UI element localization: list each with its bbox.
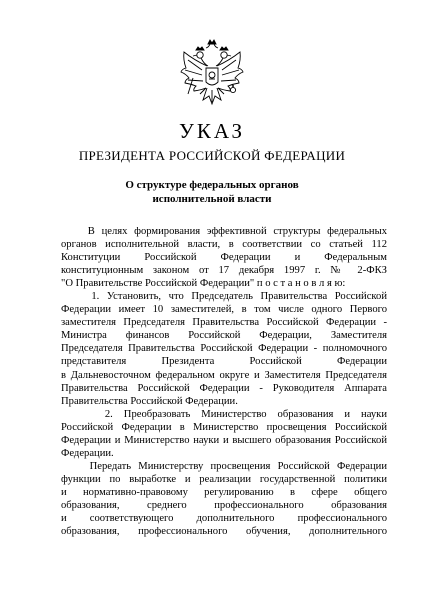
text-line: Министра финансов Российской Федерации, Заместителя [61,330,387,342]
text-line: 1. Установить, что Председатель Правительства Российской [61,291,387,303]
text-line: Федерации имеет 10 заместителей, в том числе одного Первого [61,304,387,316]
heading-line: исполнительной власти [152,193,272,205]
text-line: Российской Федерации в Министерство просвещения Российской [61,421,387,433]
text-line: образования, среднего профессионального образования [61,499,387,511]
text-line: образования, профессионального обучения, дополнительного [61,526,387,538]
document-body [61,225,387,538]
text-line: конституционным законом от 17 декабря 1997 г. № 2-ФКЗ [61,265,387,277]
double-headed-eagle-icon [176,38,248,116]
text-line: представителя Президента Российской Федерации [61,356,387,368]
text-line: 2. Преобразовать Министерство образования и науки [61,408,387,420]
text-line: функции по выработке и реализации государственной политики [61,473,387,485]
text-line: Правительства Российской Федерации - Руководителя Аппарата [61,382,387,394]
text-line: Федерации. [61,447,114,459]
text-line: "О Правительстве Российской Федерации" п о с т а н о в л я ю: [61,278,346,290]
paragraph-item-2-transfer [61,460,387,538]
paragraph-item-1 [61,290,387,407]
text-line: Федерации и Министерство науки и высшего образования Российской [61,434,387,446]
text-line: заместителя Председателя Правительства Российской Федерации - [61,317,387,329]
text-line: Правительства Российской Федерации. [61,395,238,407]
coat-of-arms-emblem [176,38,248,116]
paragraph-item-2 [61,408,387,460]
text-line: и соответствующего дополнительного профессионального [61,513,387,525]
document-heading [0,178,424,206]
text-line: Передать Министерству просвещения Российской Федерации [61,460,387,472]
text-line: и нормативно-правовому регулированию в сфере общего [61,486,387,498]
text-line: В целях формирования эффективной структуры федеральных [61,226,387,237]
paragraph-preamble [61,225,387,290]
text-line: Конституции Российской Федерации и Федеральным [61,252,387,264]
text-line: в Дальневосточном федеральном округе и Заместителя Председателя [61,369,387,381]
heading-line: О структуре федеральных органов [125,179,299,191]
document-subtitle: ПРЕЗИДЕНТА РОССИЙСКОЙ ФЕДЕРАЦИИ [78,148,346,163]
document-title: УКАЗ [178,119,246,143]
text-line: органов исполнительной власти, в соответствии со статьей 112 [61,239,387,251]
text-line: Председателя Правительства Российской Федерации - полномочного [61,343,387,355]
